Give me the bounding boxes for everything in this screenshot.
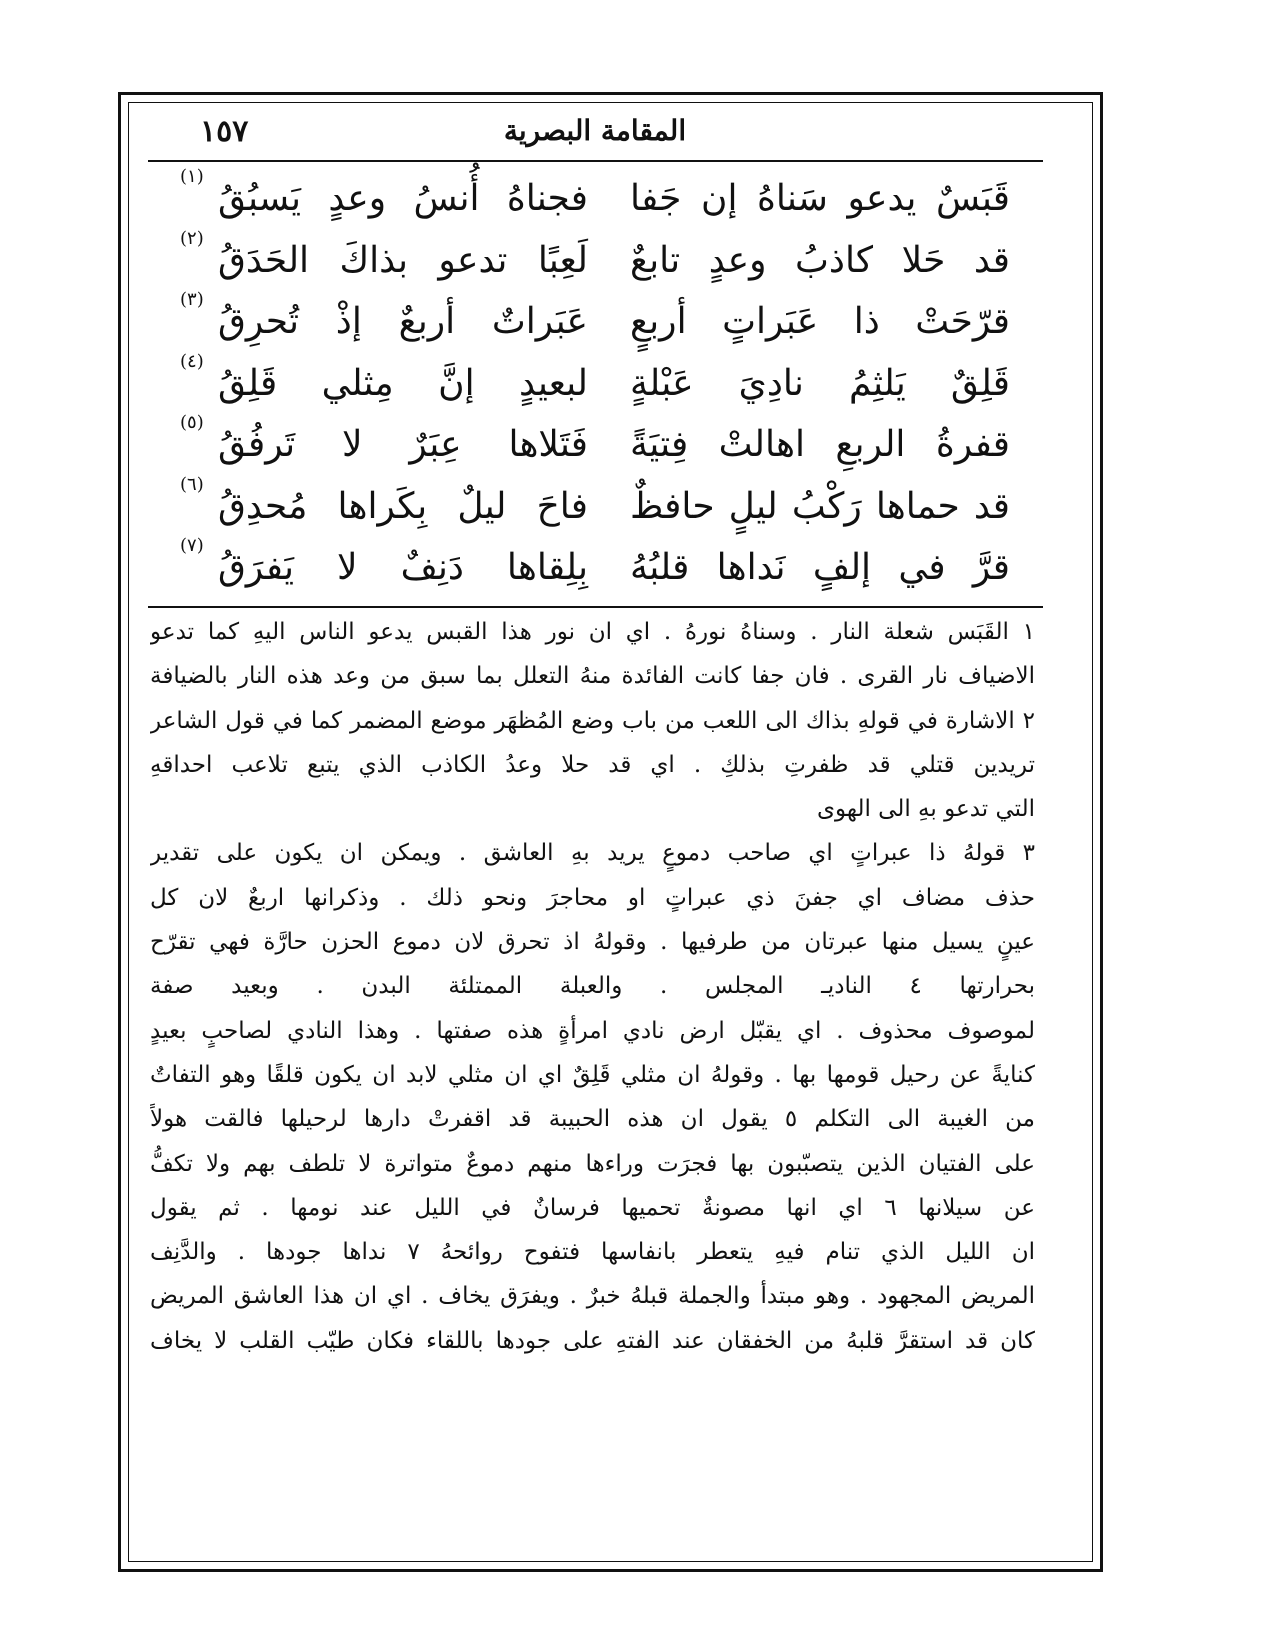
page-number: ١٥٧ (200, 114, 249, 149)
verse-first-hemistich: قَلِقٌ يَلثِمُ نادِيَ عَبْلةٍ (630, 362, 1010, 404)
verse-second-hemistich: لَعِبًا تدعو بذاكَ الحَدَقُ (218, 239, 588, 281)
verse-first-hemistich: قرَّ في إلفٍ نَداها قلبُهُ (630, 547, 1010, 588)
poem (180, 168, 1010, 598)
verse-first-hemistich: قفرةُ الربعِ اهالتْ فِتيَةً (630, 424, 1010, 465)
commentary-line: ١ القَبَس شعلة النار . وسناهُ نورهُ . اي ان نور هذا القبس يدعو الناس اليهِ كما تدعو (150, 619, 1035, 645)
notes-rule (148, 606, 1043, 608)
commentary-line: على الفتيان الذين يتصبّبون بها فجرَت وراءها منهم دموعٌ متواترة لا تلطف بهم ولا تكفُّ (150, 1150, 1035, 1177)
verse-first-hemistich: قرّحَتْ ذا عَبَراتٍ أربعٍ (630, 301, 1010, 342)
verse-first-hemistich: قد حماها رَكْبُ ليلٍ حافظٌ (630, 485, 1010, 527)
verse-second-hemistich: لبعيدٍ إنَّ مِثلي قَلِقُ (218, 362, 588, 404)
verse-first-hemistich: قَبَسٌ يدعو سَناهُ إن جَفا (630, 178, 1010, 219)
commentary-line: حذف مضاف اي جفنَ ذي عبراتٍ او محاجرَ ونحو ذلك . وذكرانها اربعٌ لان كل (150, 884, 1035, 911)
verse (180, 168, 1010, 230)
footnote-marker: (٢) (180, 227, 204, 249)
commentary-line: عينٍ يسيل منها عبرتان من طرفيها . وقولهُ اذ تحرق لان دموع الحزن حارَّة فهي تقرّح (150, 929, 1035, 956)
commentary-line: من الغيبة الى التكلم ٥ يقول ان هذه الحبيبة قد اقفرتْ دارها لرحيلها فالقت هولاً (150, 1106, 1035, 1133)
footnote-marker: (٧) (180, 535, 204, 556)
verse-second-hemistich: فجناهُ أُنسُ وعدٍ يَسبُقُ (218, 178, 588, 219)
verse (180, 291, 1010, 353)
commentary-line: كنايةً عن رحيل قومها بها . وقولهُ ان مثلي قَلِقٌ اي ان مثلي لابد ان يكون قلقًا وهو التفاتٌ (150, 1061, 1035, 1088)
verse (180, 537, 1010, 599)
footnote-marker: (٣) (180, 289, 204, 310)
commentary-line: الاضياف نار القرى . فان جفا كانت الفائدة منهُ التعلل بما سبق من وعد هذه النار بالضيافة (150, 663, 1035, 690)
verse (180, 350, 1010, 415)
verse-second-hemistich: فاحَ ليلٌ بِكَراها مُحدِقُ (218, 485, 588, 527)
commentary-line: ان الليل الذي تنام فيهِ يتعطر بانفاسها فتفوح روائحهُ ٧ نداها جودها . والدَّنِف (150, 1239, 1035, 1266)
verse-second-hemistich: عَبَراتٌ أربعٌ إذْ تُحرِقُ (218, 301, 588, 342)
page-header (150, 112, 1040, 156)
commentary-line: كان قد استقرَّ قلبهُ من الخفقان عند الفتهِ على جودها باللقاء فكان طيّب القلب لا يخاف (150, 1327, 1035, 1354)
running-title: المقامة البصرية (503, 114, 687, 147)
footnote-marker: (١) (180, 166, 204, 187)
commentary-line: لموصوف محذوف . اي يقبّل ارض نادي امرأةٍ هذه صفتها . وهذا النادي لصاحبٍ بعيدٍ (150, 1017, 1035, 1044)
verse-second-hemistich: بِلِقاها دَنِفٌ لا يَفرَقُ (218, 547, 588, 588)
verse (180, 473, 1010, 538)
commentary-line: عن سيلانها ٦ اي انها مصونةٌ تحميها فرسانٌ في الليل عند نومها . ثم يقول (150, 1194, 1035, 1221)
footnote-marker: (٤) (180, 350, 204, 372)
header-rule (148, 160, 1043, 162)
footnote-marker: (٦) (180, 473, 204, 495)
footnote-marker: (٥) (180, 412, 204, 433)
commentary-line: المريض المجهود . وهو مبتدأ والجملة قبلهُ خبرٌ . ويفرَق يخاف . اي ان هذا العاشق المريض (150, 1283, 1035, 1310)
commentary-line: التي تدعو بهِ الى الهوى (816, 796, 1035, 823)
verse-first-hemistich: قد حَلا كاذبُ وعدٍ تابعٌ (630, 239, 1010, 281)
commentary-line: ٣ قولهُ ذا عبراتٍ اي صاحب دموعٍ يريد بهِ العاشق . ويمكن ان يكون على تقدير (150, 840, 1035, 867)
verse (180, 227, 1010, 292)
commentary (150, 610, 1035, 1550)
verse (180, 414, 1010, 476)
commentary-line: ٢ الاشارة في قولهِ بذاك الى اللعب من باب وضع المُظهَر موضع المضمر كما في قول الشاعر (150, 707, 1035, 734)
commentary-line: بحرارتها ٤ الناديـ المجلس . والعبلة الممتلئة البدن . وبعيد صفة (150, 973, 1035, 1000)
verse-second-hemistich: فَتَلاها عِبَرٌ لا تَرفُقُ (218, 424, 588, 465)
commentary-line: تريدين قتلي قد ظفرتِ بذلكِ . اي قد حلا وعدُ الكاذب الذي يتبع تلاعب احداقهِ (150, 751, 1035, 778)
